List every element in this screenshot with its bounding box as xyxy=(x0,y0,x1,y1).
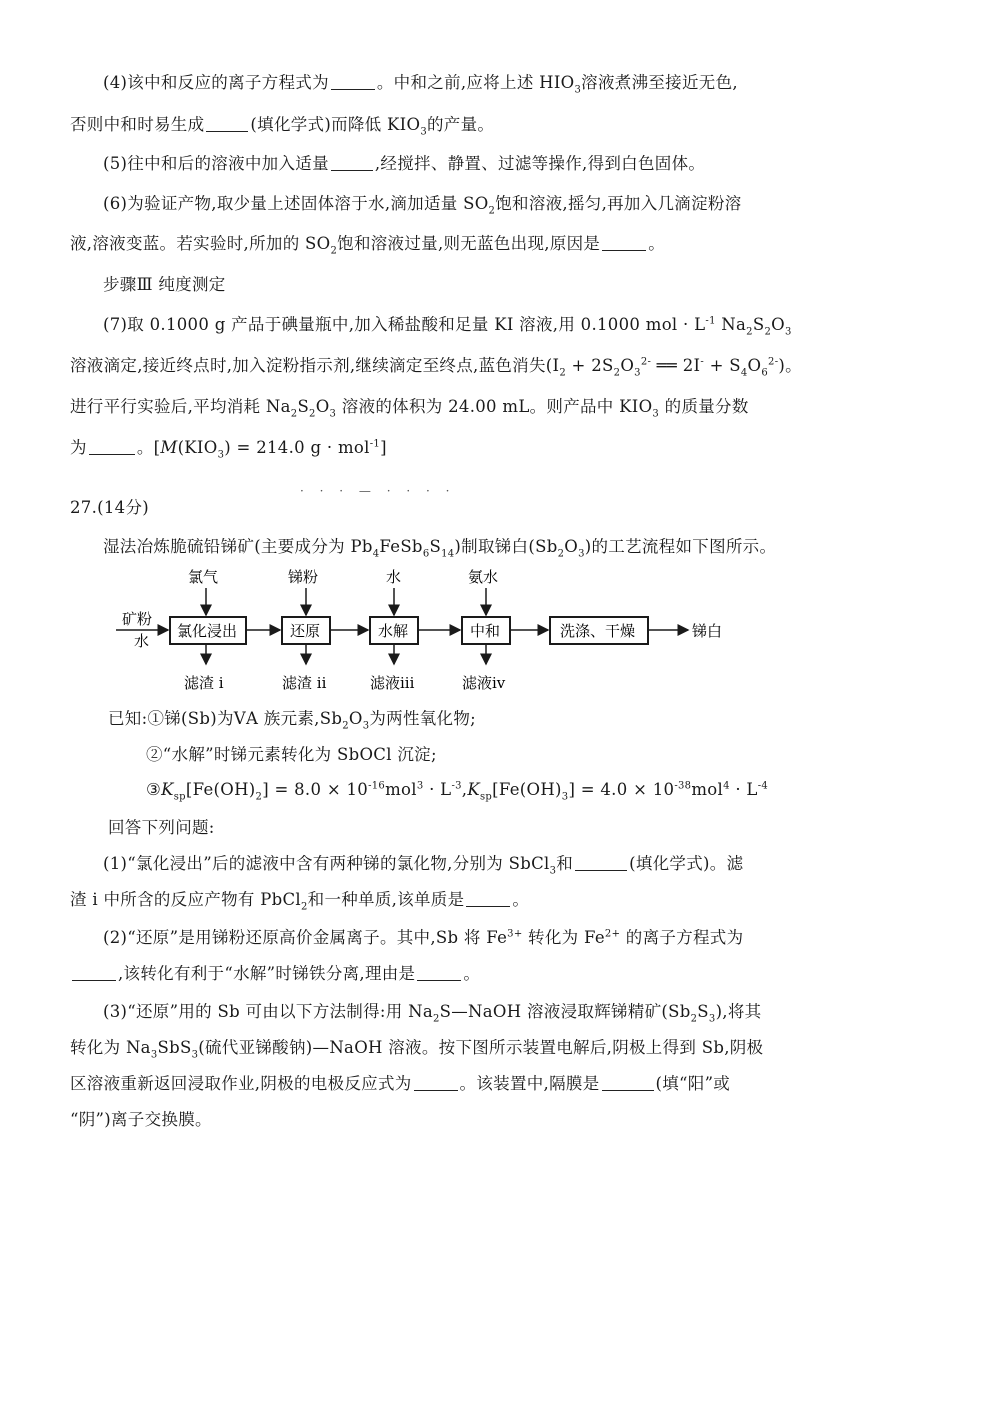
q6-line1: (6)为验证产物,取少量上述固体溶于水,滴加适量 $SO_2$饱和溶液,摇匀,再加入几滴淀粉溶 xyxy=(103,194,742,217)
p3-line3: 区溶液重新返回浸取作业,阴极的电极反应式为 。该装置中,隔膜是 (填“阳”或 xyxy=(70,1074,731,1093)
answer-blank[interactable] xyxy=(417,966,461,981)
answer-prompt: 回答下列问题: xyxy=(108,818,215,837)
flow-product: 锑白 xyxy=(692,622,723,640)
q6-line2: 液,溶液变蓝。若实验时,所加的 $SO_2$饱和溶液过量,则无蓝色出现,原因是 。 xyxy=(70,234,666,257)
p2-line1: (2)“还原”是用锑粉还原高价金属离子。其中,Sb 将 $Fe^{3+}$ 转化为 $Fe^{2+}$ 的离子方程式为 xyxy=(103,928,744,947)
answer-blank[interactable] xyxy=(331,156,373,171)
p1-line2: 渣 i 中所含的反应产物有 PbCl$_2$和一种单质,该单质是 。 xyxy=(70,890,530,913)
flow-reagent: 氨水 xyxy=(468,568,499,586)
separator-dots: · · · — · · · · xyxy=(300,484,456,498)
flow-box-label: 水解 xyxy=(378,622,409,640)
p3-line1: (3)“还原”用的 Sb 可由以下方法制得:用 $Na_2S—NaOH$ 溶液浸取辉锑精矿$(Sb_2S_3)$,将其 xyxy=(103,1002,762,1025)
answer-blank[interactable] xyxy=(466,892,510,907)
answer-blank[interactable] xyxy=(575,856,627,871)
answer-blank[interactable] xyxy=(206,117,248,132)
flow-box-label: 中和 xyxy=(470,622,501,640)
answer-blank[interactable] xyxy=(331,75,375,90)
answer-blank[interactable] xyxy=(89,440,135,455)
q7-line2: 溶液滴定,接近终点时,加入淀粉指示剂,继续滴定至终点,蓝色消失($I_2 + 2S_2O_3^{2-}$ ══ $2I^- + S_4O_6^{2-}$)。 xyxy=(70,356,802,379)
p3-line2: 转化为 $Na_3SbS_3$(硫代亚锑酸钠)—NaOH 溶液。按下图所示装置电解后,阴极上得到 Sb,阴极 xyxy=(70,1038,764,1061)
known-3: $③K_{sp}[Fe(OH)_2] = 8.0 \times 10^{-16}mol^3 \cdot L^{-3},K_{sp}[Fe(OH)_3] = 4.0 \times 10^{-38}mol^4 \cdot L^{-4}$ xyxy=(146,780,769,803)
p3-line4: “阴”)离子交换膜。 xyxy=(70,1110,212,1129)
flow-output: 滤液iii xyxy=(370,674,415,692)
answer-blank[interactable] xyxy=(602,1076,654,1091)
step3-heading: 步骤Ⅲ 纯度测定 xyxy=(103,275,226,294)
known-1: 已知:①锑(Sb)为ⅤA 族元素$,Sb_2O_3$为两性氧化物; xyxy=(108,709,477,732)
q7-line3: 进行平行实验后,平均消耗 $Na_2S_2O_3$ 溶液的体积为 24.00 mL。则产品中 $KIO_3$ 的质量分数 xyxy=(70,397,749,420)
q4-line2: 否则中和时易生成 (填化学式)而降低 $KIO_3$的产量。 xyxy=(70,115,495,138)
q5-line1: (5)往中和后的溶液中加入适量 ,经搅拌、静置、过滤等操作,得到白色固体。 xyxy=(103,154,706,173)
q27-intro: 湿法冶炼脆硫铅锑矿(主要成分为 $Pb_4FeSb_6S_{14}$)制取锑白$(Sb_2O_3)$的工艺流程如下图所示。 xyxy=(103,537,777,560)
flow-input-top: 矿粉 xyxy=(122,610,153,628)
p1-line1: (1)“氯化浸出”后的滤液中含有两种锑的氯化物,分别为 SbCl$_3$和 (填化学式)。滤 xyxy=(103,854,744,877)
process-flow-diagram xyxy=(100,560,740,700)
flow-box-label: 氯化浸出 xyxy=(177,622,238,640)
flow-reagent: 氯气 xyxy=(188,568,219,586)
q27-heading: 27.(14分) xyxy=(70,498,150,517)
q7-line4: 为 。[$M(KIO_3) = 214.0$ g · mol$^{-1}$] xyxy=(70,438,387,461)
flow-output: 滤渣 i xyxy=(184,674,224,692)
flow-box-label: 洗涤、干燥 xyxy=(560,622,636,640)
answer-blank[interactable] xyxy=(72,966,116,981)
flow-output: 滤液iv xyxy=(462,674,506,692)
flow-reagent: 锑粉 xyxy=(288,568,319,586)
answer-blank[interactable] xyxy=(414,1076,458,1091)
flow-box-label: 还原 xyxy=(290,622,321,640)
answer-blank[interactable] xyxy=(602,236,646,251)
flow-output: 滤渣 ii xyxy=(282,674,327,692)
q7-line1: (7)取 0.1000 g 产品于碘量瓶中,加入稀盐酸和足量 KI 溶液,用 0.1000 mol · $L^{-1}$ $Na_2S_2O_3$ xyxy=(103,315,792,338)
flow-input-bottom: 水 xyxy=(134,632,150,650)
flow-reagent: 水 xyxy=(386,568,402,586)
p2-line2: ,该转化有利于“水解”时锑铁分离,理由是 。 xyxy=(70,963,770,985)
known-2: ②“水解”时锑元素转化为 SbOCl 沉淀; xyxy=(146,745,437,764)
q4-line1: (4)该中和反应的离子方程式为 。中和之前,应将上述 $HIO_3$溶液煮沸至接近无色, xyxy=(103,73,738,96)
